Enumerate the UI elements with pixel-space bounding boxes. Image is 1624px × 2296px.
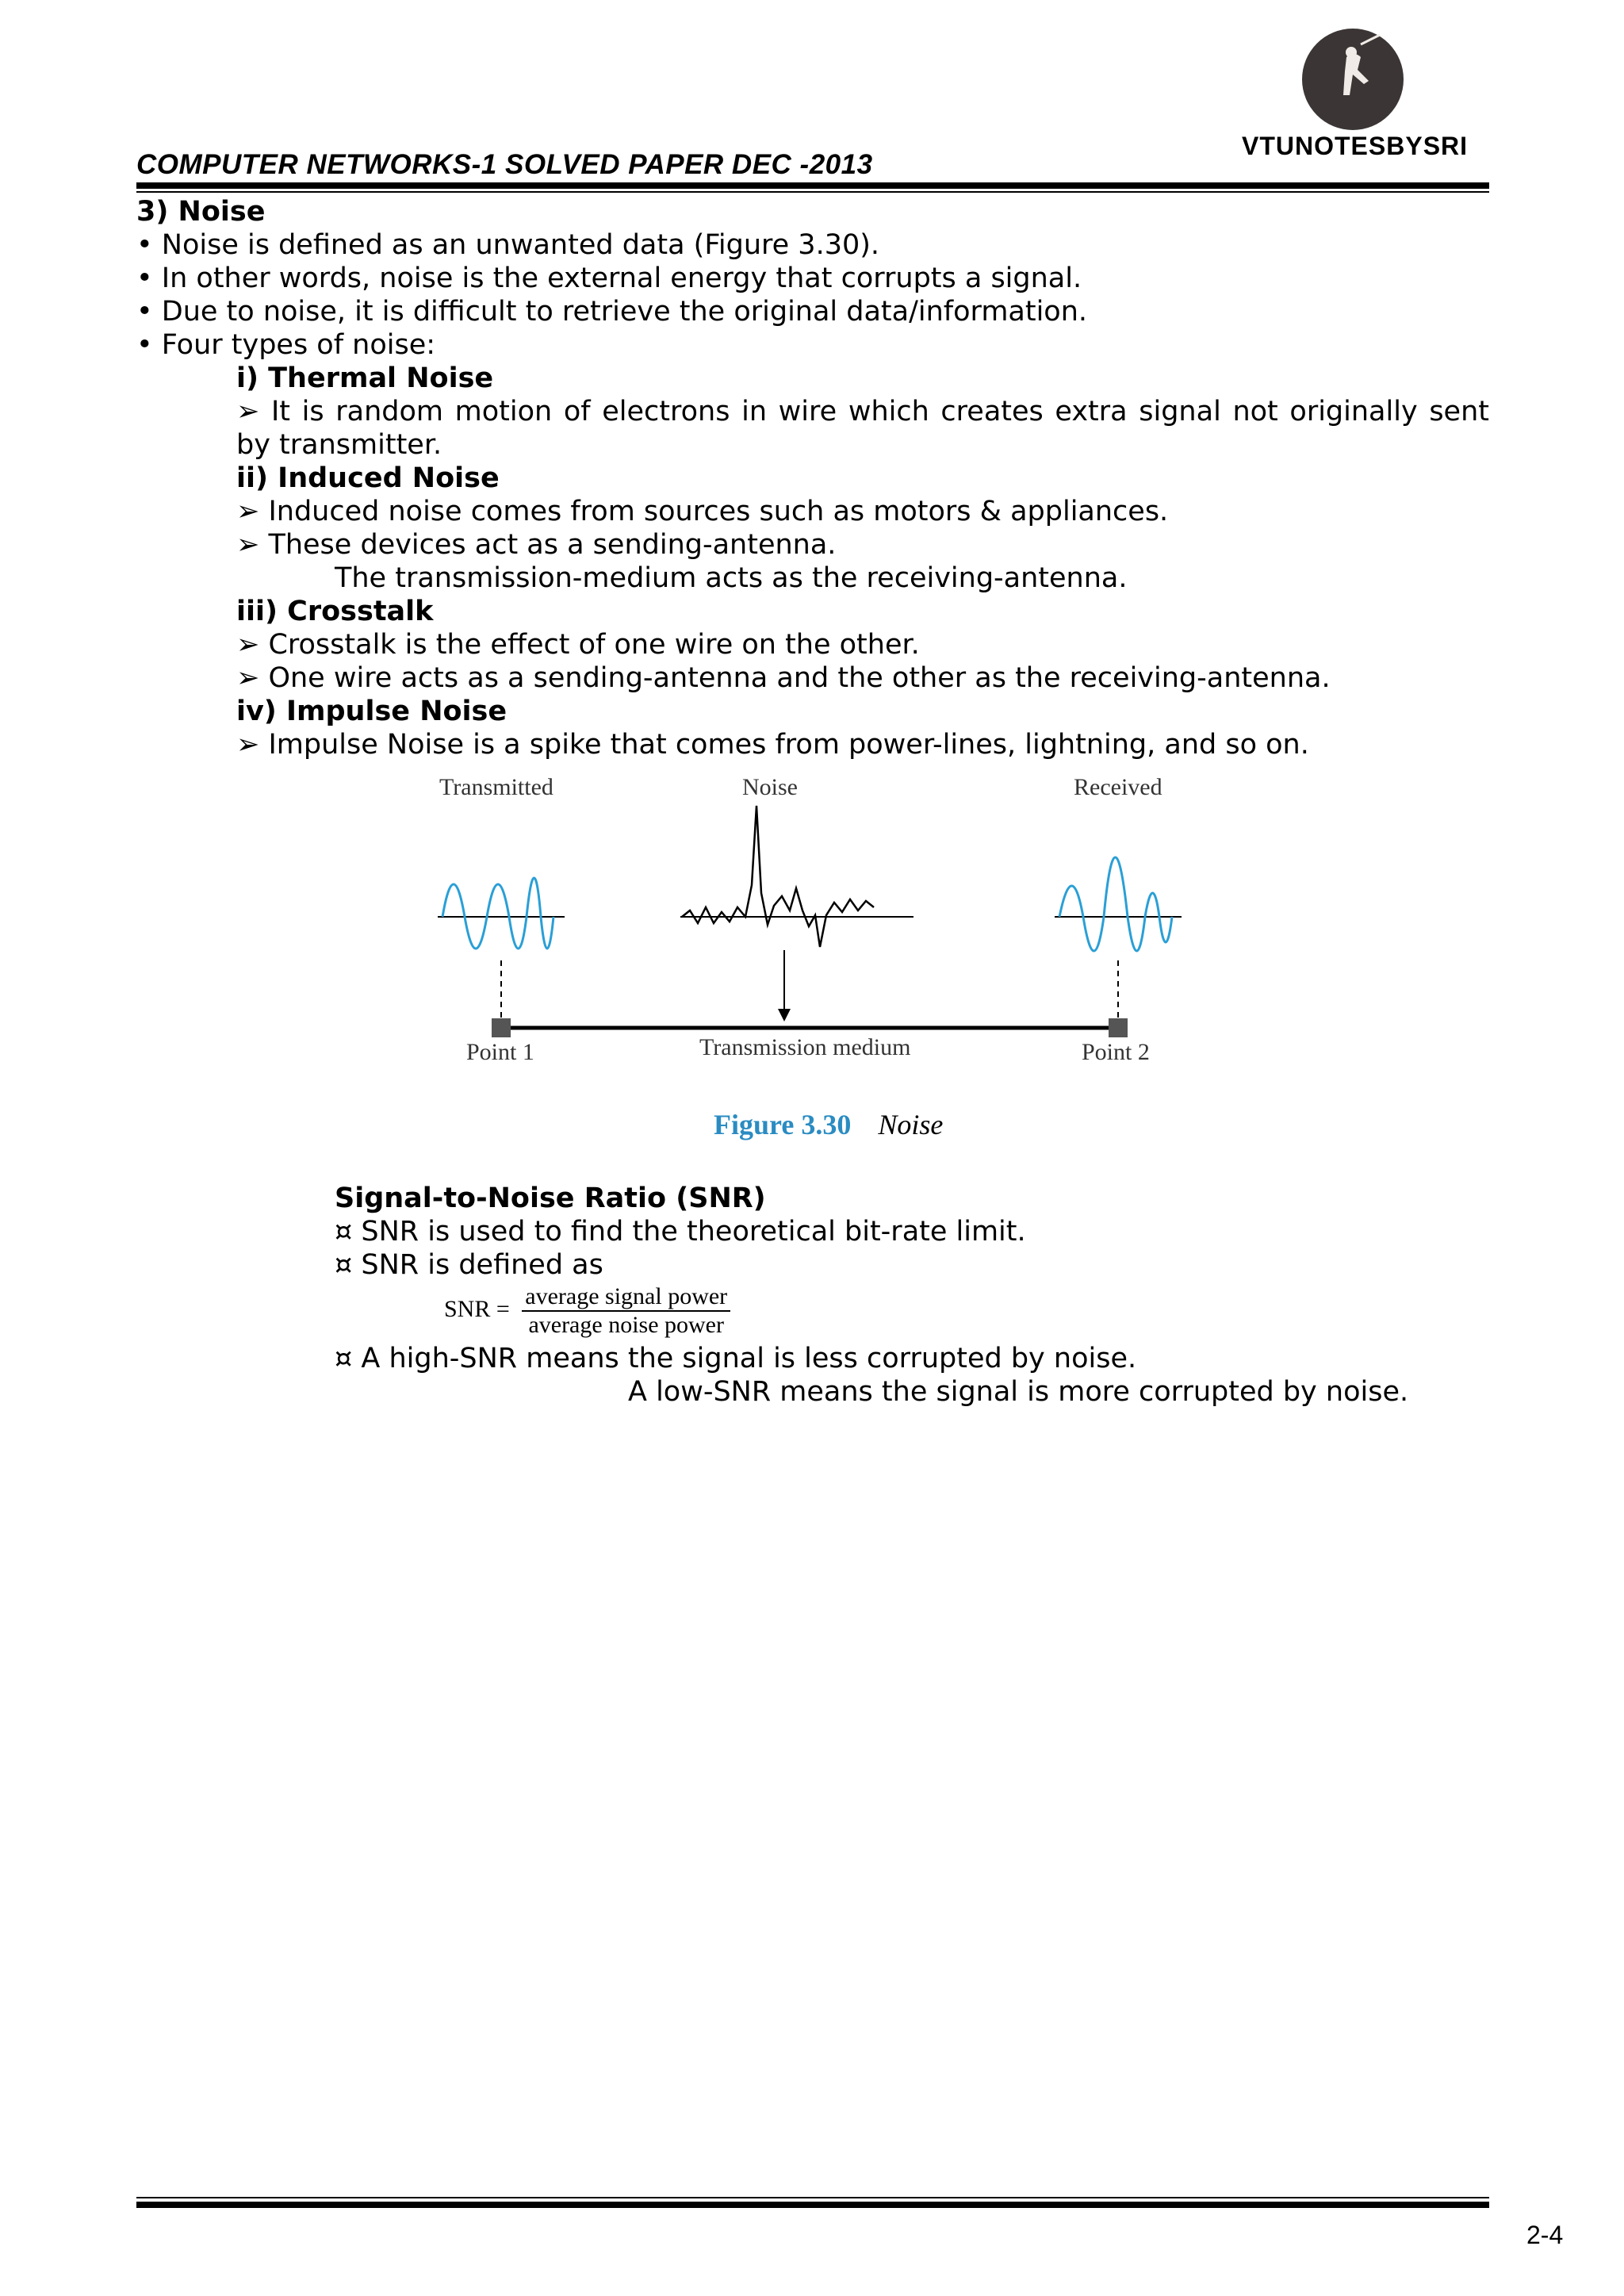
point-continuation: The transmission-medium acts as the receiving-antenna. (335, 562, 1128, 594)
bullet-item: • Four types of noise: (136, 329, 436, 361)
snr-heading: Signal-to-Noise Ratio (SNR) (335, 1182, 766, 1214)
bullet-item: • In other words, noise is the external energy that corrupts a signal. (136, 263, 1082, 294)
point-item: ➢ Crosstalk is the effect of one wire on the other. (236, 629, 920, 661)
subheading-impulse: iv) Impulse Noise (236, 696, 508, 727)
figure-number: Figure 3.30 (714, 1109, 852, 1140)
snr-formula (444, 1283, 730, 1339)
climber-icon (1302, 29, 1404, 130)
brand-logo (1302, 29, 1404, 130)
point-item: ➢ Induced noise comes from sources such as motors & appliances. (236, 496, 1169, 527)
noise-signal (682, 806, 874, 947)
snr-high: ¤ A high-SNR means the signal is less corrupted by noise. (335, 1343, 1137, 1374)
formula-denominator: average noise power (528, 1312, 724, 1338)
formula-numerator: average signal power (522, 1283, 730, 1312)
point2-marker (1109, 1018, 1128, 1037)
label-medium: Transmission medium (699, 1034, 911, 1060)
point1-marker (492, 1018, 511, 1037)
subheading-thermal: i) Thermal Noise (236, 362, 494, 394)
label-noise: Noise (742, 774, 798, 800)
figure-name: Noise (878, 1109, 944, 1140)
point-item: ➢ It is random motion of electrons in wire which creates extra signal not originally sent by transmitter. (236, 396, 1489, 461)
label-point2: Point 2 (1082, 1039, 1150, 1065)
label-point1: Point 1 (466, 1039, 534, 1065)
snr-point: ¤ SNR is defined as (335, 1249, 603, 1281)
noise-figure (428, 766, 1300, 1163)
document-title: COMPUTER NETWORKS-1 SOLVED PAPER DEC -2013 (136, 149, 873, 180)
transmitted-signal (442, 878, 553, 949)
header-rule-thin (136, 191, 1489, 193)
point-item: ➢ Impulse Noise is a spike that comes from power-lines, lightning, and so on. (236, 729, 1309, 761)
point-item: ➢ One wire acts as a sending-antenna and the other as the receiving-antenna. (236, 662, 1331, 694)
formula-fraction (522, 1283, 730, 1339)
header-rule (136, 182, 1489, 189)
formula-lhs: SNR = (444, 1295, 510, 1322)
section-heading: 3) Noise (136, 196, 266, 228)
subheading-induced: ii) Induced Noise (236, 462, 500, 494)
received-signal (1059, 857, 1172, 951)
label-transmitted: Transmitted (439, 774, 553, 800)
label-received: Received (1074, 774, 1162, 800)
subheading-crosstalk: iii) Crosstalk (236, 596, 434, 627)
point-item: ➢ These devices act as a sending-antenna. (236, 529, 837, 561)
page-number: 2-4 (1526, 2221, 1564, 2249)
brand-name: VTUNOTESBYSRI (1242, 132, 1469, 160)
noise-section (136, 195, 1489, 761)
footer-rule-thin (136, 2197, 1489, 2198)
noise-arrowhead (778, 1009, 791, 1022)
footer-rule (136, 2202, 1489, 2208)
snr-section (335, 1182, 1026, 1282)
bullet-item: • Noise is defined as an unwanted data (Figure 3.30). (136, 229, 880, 261)
snr-point: ¤ SNR is used to find the theoretical bit-rate limit. (335, 1216, 1026, 1248)
figure-caption (714, 1108, 943, 1141)
bullet-item: • Due to noise, it is difficult to retrieve the original data/information. (136, 296, 1088, 328)
snr-low: A low-SNR means the signal is more corrupted by noise. (628, 1376, 1409, 1408)
